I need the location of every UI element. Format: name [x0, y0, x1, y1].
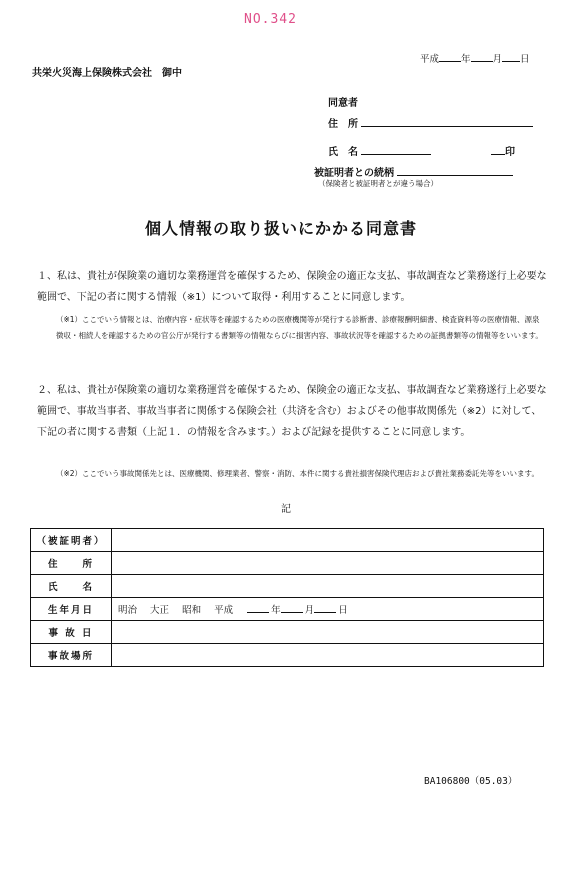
dob-day-blank[interactable]	[314, 603, 336, 613]
ki-mark: 記	[281, 504, 291, 515]
consenter-name-field[interactable]	[361, 144, 431, 155]
row-value-accident-place[interactable]	[112, 644, 544, 667]
form-code: BA106800（05.03）	[424, 776, 518, 787]
row-value-name[interactable]	[112, 575, 544, 598]
dob-month-unit: 月	[304, 605, 315, 616]
date-month-blank[interactable]	[471, 52, 493, 62]
date-day-blank[interactable]	[502, 52, 520, 62]
dob-year-blank[interactable]	[247, 603, 269, 613]
serial-number: NO.342	[244, 12, 297, 27]
insured-info-table	[30, 528, 544, 667]
row-label-accident-date: 事 故 日	[31, 621, 112, 644]
consenter-address-row	[328, 115, 533, 130]
dob-day-unit: 日	[338, 605, 348, 616]
consenter-name-field-2[interactable]	[491, 144, 505, 155]
dob-era-meiji[interactable]: 明治	[118, 605, 138, 616]
dob-era-taisho[interactable]: 大正	[150, 605, 170, 616]
date-day-unit: 日	[520, 54, 530, 65]
table-row	[31, 529, 544, 552]
row-label-name: 氏 名	[31, 575, 112, 598]
clause-2: ２、私は、貴社が保険業の適切な業務運営を確保するため、保険金の適正な支払、事故調査など業務遂行上必要な範囲で、事故当事者、事故当事者に関係する保険会社（共済を含む）およびその他事故関係先（※2）に対して、下記の者に関する書類（上記１．の情報を含みます。）および記録を提供することに同意します。	[37, 385, 547, 438]
row-value-dob[interactable]	[112, 598, 544, 621]
date-year-unit: 年	[461, 54, 471, 65]
consenter-address-field[interactable]	[361, 116, 533, 127]
seal-mark: 印	[504, 147, 515, 158]
row-label-insured: （被証明者）	[31, 529, 112, 552]
date-line	[420, 51, 530, 65]
date-era: 平成	[420, 54, 440, 65]
date-month-unit: 月	[492, 54, 503, 65]
dob-era-showa[interactable]: 昭和	[182, 605, 202, 616]
consenter-relation-label: 被証明者との続柄	[314, 168, 394, 179]
row-label-dob: 生年月日	[31, 598, 112, 621]
consenter-relation-note: （保険者と被証明者とが違う場合）	[318, 179, 438, 188]
table-row	[31, 552, 544, 575]
consenter-address-label: 住 所	[328, 119, 358, 130]
table-row	[31, 598, 544, 621]
table-row	[31, 575, 544, 598]
consenter-relation-row	[314, 164, 513, 179]
row-label-address: 住 所	[31, 552, 112, 575]
clause-2-note: （※2）ここでいう事故関係先とは、医療機関、修理業者、警察・消防、本件に関する貴社損害保険代理店および貴社業務委託先等をいいます。	[56, 469, 539, 478]
addressee: 共栄火災海上保険株式会社 御中	[32, 68, 182, 79]
dob-year-unit: 年	[271, 605, 281, 616]
row-value-accident-date[interactable]	[112, 621, 544, 644]
clause-1: １、私は、貴社が保険業の適切な業務運営を確保するため、保険金の適正な支払、事故調査など業務遂行上必要な範囲で、下記の者に関する情報（※1）について取得・利用することに同意します。	[37, 271, 547, 303]
consenter-relation-field[interactable]	[397, 165, 513, 176]
row-label-accident-place: 事故場所	[31, 644, 112, 667]
clause-1-note: （※1）ここでいう情報とは、治療内容・症状等を確認するための医療機関等が発行する診断書、診療報酬明細書、検査資料等の医療情報、源泉徴収・相続人を確認するための官公庁が発行する書類等の情報ならびに損害内容、事故状況等を確認するための証拠書類等の情報等をいいます。	[56, 315, 543, 340]
date-year-blank[interactable]	[439, 52, 461, 62]
row-value-address[interactable]	[112, 552, 544, 575]
table-row	[31, 644, 544, 667]
consenter-name-label: 氏 名	[328, 147, 358, 158]
table-row	[31, 621, 544, 644]
dob-month-blank[interactable]	[281, 603, 303, 613]
row-value-insured[interactable]	[112, 529, 544, 552]
consenter-name-row	[328, 143, 515, 158]
consenter-label: 同意者	[328, 98, 358, 109]
dob-era-heisei[interactable]: 平成	[214, 605, 234, 616]
document-title: 個人情報の取り扱いにかかる同意書	[144, 219, 417, 238]
